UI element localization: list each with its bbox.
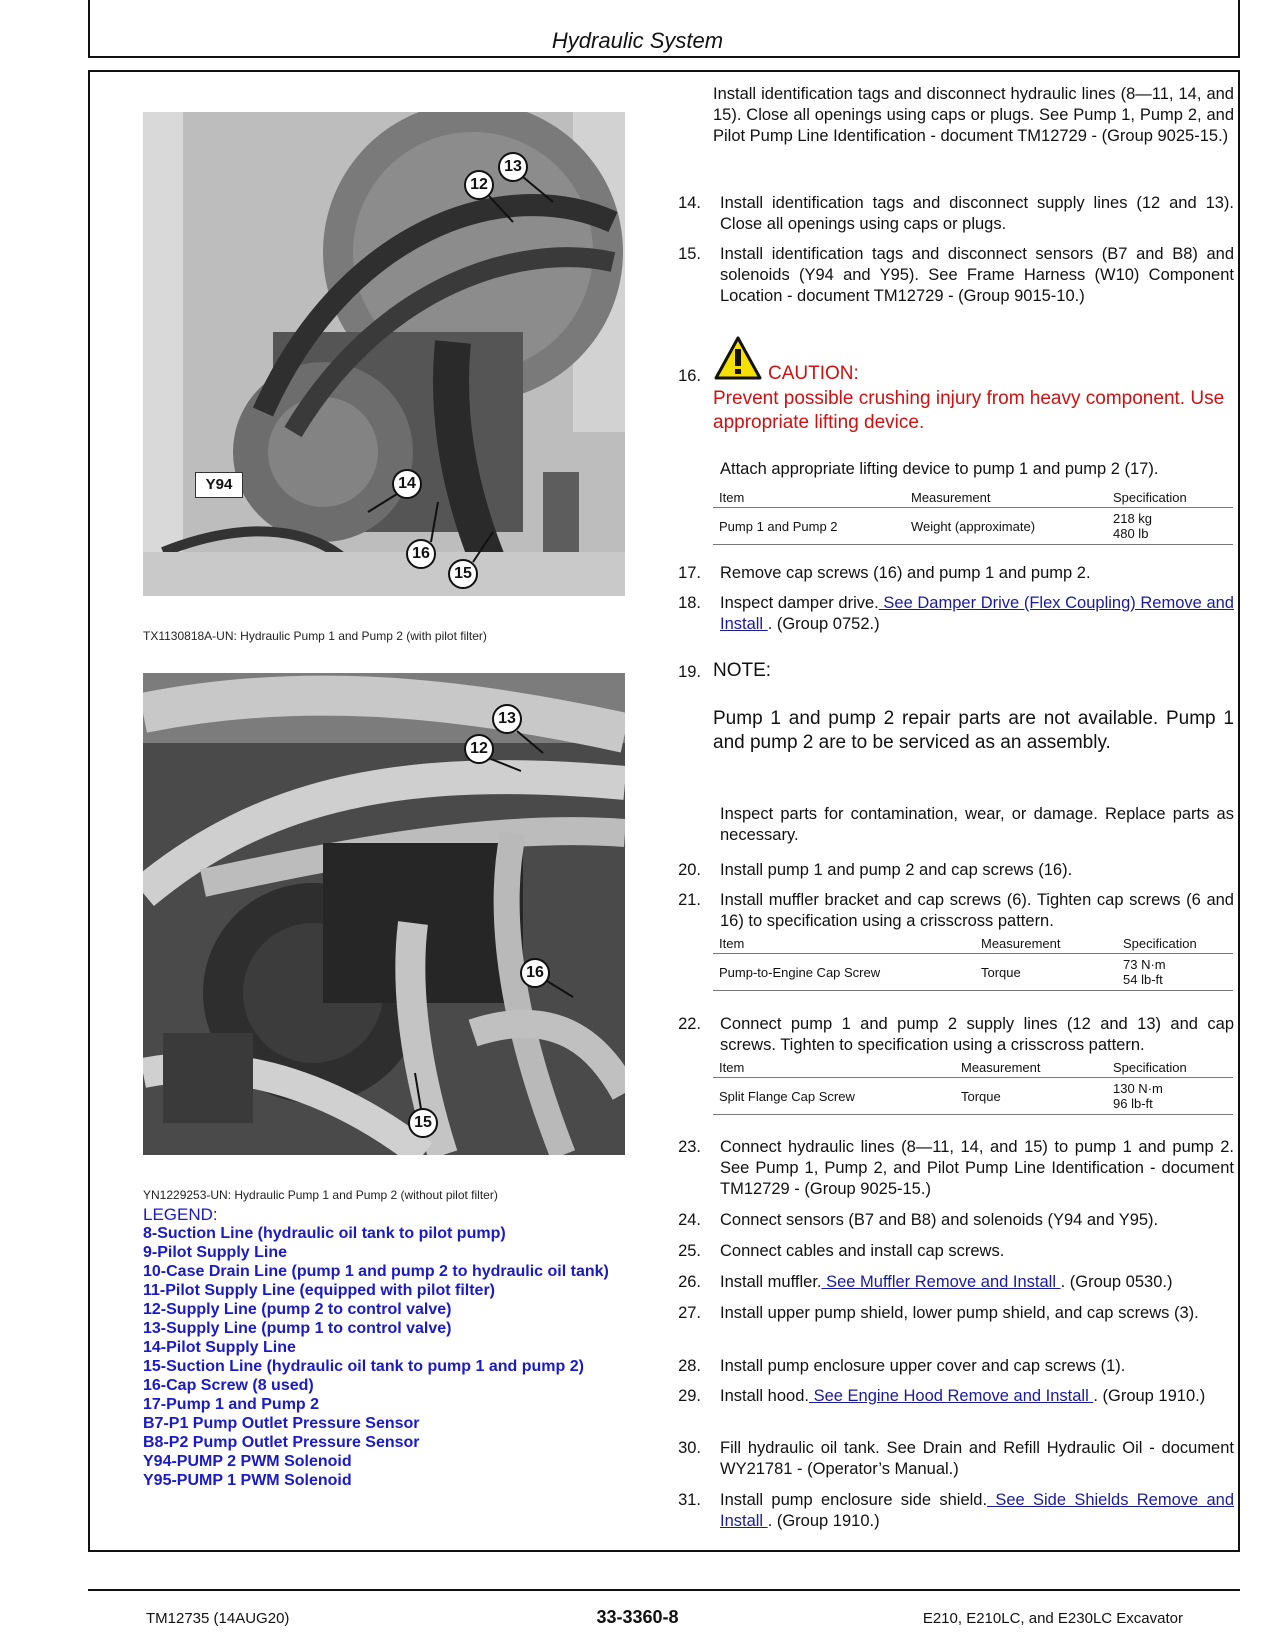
table-cell-item: Pump-to-Engine Cap Screw (713, 954, 975, 991)
table-cell-specification (1117, 954, 1233, 991)
footer-page-number: 33-3360-8 (596, 1607, 679, 1627)
note-text: Pump 1 and pump 2 repair parts are not available. Pump 1 and pump 2 are to be serviced as an assembly. (713, 708, 1234, 753)
step-22-text: Connect pump 1 and pump 2 supply lines (12 and 13) and cap screws. Tighten to specification using a crisscross pattern. (720, 1015, 1234, 1054)
table-row (713, 1078, 1233, 1115)
figure-pump-with-pilot-filter (143, 112, 625, 596)
step-19-text: Inspect parts for contamination, wear, or damage. Replace parts as necessary. (720, 805, 1234, 844)
step-18-text (720, 593, 1234, 635)
side-shields-link[interactable]: See Side Shields Remove and Install (720, 1491, 1234, 1530)
figure-1-caption: TX1130818A-UN: Hydraulic Pump 1 and Pump 2 (with pilot filter) (143, 629, 487, 643)
y94-label: Y94 (195, 472, 243, 498)
step-number: 18. (678, 594, 701, 612)
table-cell-measurement: Weight (approximate) (905, 508, 1107, 545)
legend-item: 17-Pump 1 and Pump 2 (143, 1396, 320, 1413)
footer-divider (88, 1589, 1240, 1591)
legend-item: Y95-PUMP 1 PWM Solenoid (143, 1472, 352, 1489)
legend-title: LEGEND: (143, 1205, 218, 1224)
table-header-specification: Specification (1117, 934, 1233, 954)
table-header-specification: Specification (1107, 1058, 1233, 1078)
spec-imperial: 54 lb-ft (1123, 972, 1163, 987)
step-20-text: Install pump 1 and pump 2 and cap screws (16). (720, 861, 1073, 879)
step-21-text: Install muffler bracket and cap screws (6). Tighten cap screws (6 and 16) to specification using a crisscross pattern. (720, 891, 1234, 930)
table-header-measurement: Measurement (975, 934, 1117, 954)
step-number: 28. (678, 1357, 701, 1375)
table-cell-specification (1107, 1078, 1233, 1115)
step-26-text (720, 1272, 1234, 1293)
table-cell-measurement: Torque (975, 954, 1117, 991)
spec-table-pump-weight (713, 488, 1233, 545)
legend-item: 13-Supply Line (pump 1 to control valve) (143, 1320, 452, 1337)
spec-metric: 73 N·m (1123, 957, 1166, 972)
step-14-text: Install identification tags and disconnect supply lines (12 and 13). Close all openings using caps or plugs. (720, 194, 1234, 233)
caution-label: CAUTION: (768, 363, 859, 384)
step-30-text: Fill hydraulic oil tank. See Drain and Refill Hydraulic Oil - document WY21781 - (Operator’s Manual.) (720, 1439, 1234, 1478)
step-number: 26. (678, 1273, 701, 1291)
step-number: 25. (678, 1242, 701, 1260)
step-18-group: . (Group 0752.) (767, 615, 880, 633)
step-number: 14. (678, 194, 701, 212)
legend-item: 10-Case Drain Line (pump 1 and pump 2 to hydraulic oil tank) (143, 1263, 609, 1280)
step-number: 22. (678, 1015, 701, 1033)
step-31-lead: Install pump enclosure side shield. (720, 1491, 988, 1509)
spec-table-split-flange (713, 1058, 1233, 1115)
legend-item: 8-Suction Line (hydraulic oil tank to pilot pump) (143, 1225, 506, 1242)
step-number: 19. (678, 663, 701, 681)
step-number: 21. (678, 891, 701, 909)
figure-2-caption: YN1229253-UN: Hydraulic Pump 1 and Pump 2 (without pilot filter) (143, 1188, 498, 1202)
legend-item: B7-P1 Pump Outlet Pressure Sensor (143, 1415, 420, 1432)
table-header-item: Item (713, 1058, 955, 1078)
callout-13: 13 (504, 158, 522, 175)
step-26-group: . (Group 0530.) (1060, 1273, 1173, 1291)
note-title: NOTE: (713, 660, 772, 681)
step-number: 30. (678, 1439, 701, 1457)
intro-paragraph: Install identification tags and disconnect hydraulic lines (8—11, 14, and 15). Close all openings using caps or plugs. See Pump 1, Pump 2, and Pilot Pump Line Identification - document TM12729 - (Group 9025-15.) (713, 85, 1234, 145)
callout-14: 14 (398, 475, 416, 492)
caution-warning-icon (713, 335, 763, 381)
table-row (713, 954, 1233, 991)
caution-text: Prevent possible crushing injury from heavy component. Use appropriate lifting device. (713, 388, 1225, 433)
footer-model: E210, E210LC, and E230LC Excavator (922, 1610, 1183, 1627)
table-row (713, 508, 1233, 545)
step-29-lead: Install hood. (720, 1387, 809, 1405)
step-number: 24. (678, 1211, 701, 1229)
legend-item: Y94-PUMP 2 PWM Solenoid (143, 1453, 352, 1470)
figure-1-callouts (143, 112, 625, 596)
step-number: 20. (678, 861, 701, 879)
table-header-measurement: Measurement (955, 1058, 1107, 1078)
legend-item: 16-Cap Screw (8 used) (143, 1377, 314, 1394)
muffler-link[interactable]: See Muffler Remove and Install (821, 1273, 1061, 1291)
table-header-measurement: Measurement (905, 488, 1107, 508)
spec-imperial: 480 lb (1113, 526, 1149, 541)
step-23-text: Connect hydraulic lines (8—11, 14, and 15) to pump 1 and pump 2. See Pump 1, Pump 2, and Pilot Pump Line Identification - document TM12729 - (Group 9025-15.) (720, 1138, 1234, 1198)
page-header-title: Hydraulic System (551, 28, 724, 53)
step-15-text: Install identification tags and disconnect sensors (B7 and B8) and solenoids (Y94 and Y95). See Frame Harness (W10) Component Location - document TM12729 - (Group 9015-10.) (720, 245, 1234, 305)
step-number: 27. (678, 1304, 701, 1322)
legend-item: 12-Supply Line (pump 2 to control valve) (143, 1301, 452, 1318)
legend-item: B8-P2 Pump Outlet Pressure Sensor (143, 1434, 420, 1451)
legend-item: 9-Pilot Supply Line (143, 1244, 288, 1261)
step-27-text: Install upper pump shield, lower pump shield, and cap screws (3). (720, 1304, 1199, 1322)
legend-item: 11-Pilot Supply Line (equipped with pilot filter) (143, 1282, 495, 1299)
step-28-text: Install pump enclosure upper cover and cap screws (1). (720, 1357, 1126, 1375)
step-number: 16. (678, 367, 701, 385)
step-24-text: Connect sensors (B7 and B8) and solenoids (Y94 and Y95). (720, 1211, 1159, 1229)
step-17-text: Remove cap screws (16) and pump 1 and pump 2. (720, 564, 1091, 582)
callout-15: 15 (454, 565, 472, 582)
spec-metric: 218 kg (1113, 511, 1153, 526)
step-number: 23. (678, 1138, 701, 1156)
legend-item: 15-Suction Line (hydraulic oil tank to pump 1 and pump 2) (143, 1358, 584, 1375)
footer-doc-id: TM12735 (14AUG20) (146, 1610, 290, 1627)
step-number: 15. (678, 245, 701, 263)
legend-item: 14-Pilot Supply Line (143, 1339, 296, 1356)
spec-metric: 130 N·m (1113, 1081, 1163, 1096)
step-31-group: . (Group 1910.) (767, 1512, 880, 1530)
step-29-text (720, 1386, 1234, 1407)
table-cell-measurement: Torque (955, 1078, 1107, 1115)
figure-2-callouts (143, 673, 625, 1155)
legend (143, 1205, 643, 1490)
table-cell-specification (1107, 508, 1233, 545)
table-header-item: Item (713, 488, 905, 508)
step-29-group: . (Group 1910.) (1093, 1387, 1206, 1405)
engine-hood-link[interactable]: See Engine Hood Remove and Install (808, 1387, 1094, 1405)
callout-16: 16 (412, 545, 430, 562)
spec-table-pump-to-engine (713, 934, 1233, 991)
step-31-text (720, 1490, 1234, 1532)
step-26-lead: Install muffler. (720, 1273, 822, 1291)
table-header-item: Item (713, 934, 975, 954)
step-16-text: Attach appropriate lifting device to pump 1 and pump 2 (17). (720, 460, 1159, 478)
table-cell-item: Split Flange Cap Screw (713, 1078, 955, 1115)
callout-12: 12 (470, 176, 488, 193)
damper-drive-link[interactable]: See Damper Drive (Flex Coupling) Remove and Install (720, 594, 1234, 633)
step-25-text: Connect cables and install cap screws. (720, 1242, 1005, 1260)
callout-15: 15 (414, 1114, 432, 1131)
callout-12: 12 (470, 740, 488, 757)
spec-imperial: 96 lb-ft (1113, 1096, 1153, 1111)
callout-13: 13 (498, 710, 516, 727)
step-number: 31. (678, 1491, 701, 1509)
figure-pump-without-pilot-filter (143, 673, 625, 1155)
step-number: 17. (678, 564, 701, 582)
table-header-specification: Specification (1107, 488, 1233, 508)
table-cell-item: Pump 1 and Pump 2 (713, 508, 905, 545)
callout-16: 16 (526, 964, 544, 981)
step-number: 29. (678, 1387, 701, 1405)
step-18-lead: Inspect damper drive. (720, 594, 879, 612)
